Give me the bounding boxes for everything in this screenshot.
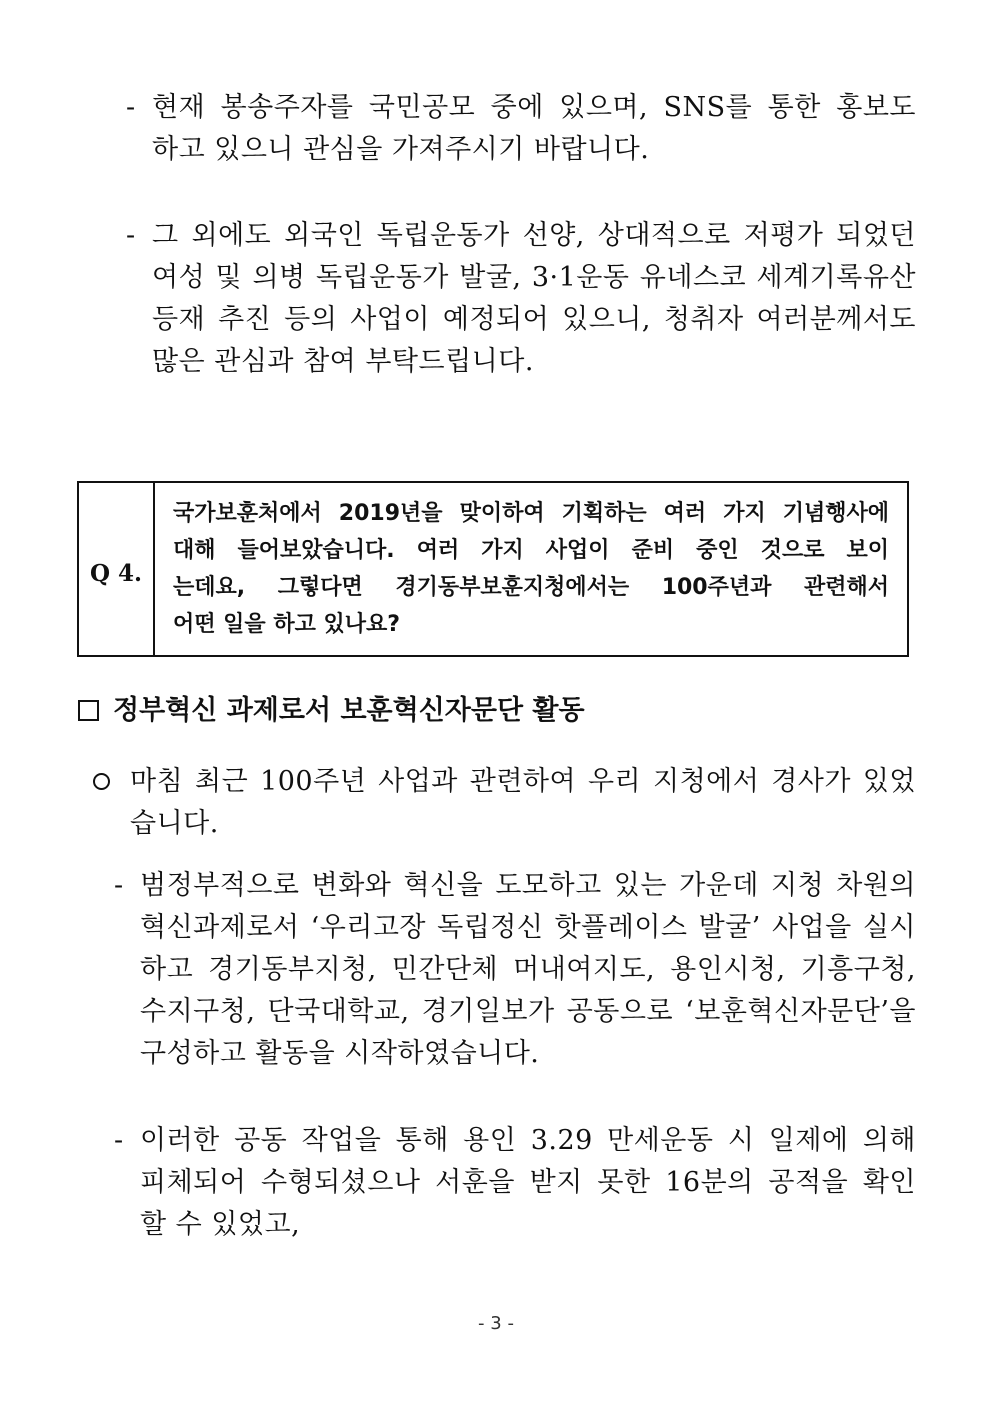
paragraph-torch-relay [152,87,916,171]
dash-marker: - [126,92,136,123]
text-line: 그 외에도 외국인 독립운동가 선양, 상대적으로 저평가 되었던 [152,220,916,251]
section-heading [78,690,585,732]
question-text [155,483,907,655]
text-line: 범정부적으로 변화와 혁신을 도모하고 있는 가운데 지청 차원의 [140,870,916,901]
text-line: 할 수 있었고, [140,1209,301,1240]
question-line: 어떤 일을 하고 있나요? [173,612,401,637]
text-line: 혁신과제로서 ‘우리고장 독립정신 핫플레이스 발굴’ 사업을 실시 [140,912,916,943]
question-line: 대해 들어보았습니다. 여러 가지 사업이 준비 중인 것으로 보이 [173,538,889,563]
text-line: 하고 경기동부지청, 민간단체 머내여지도, 용인시청, 기흥구청, [140,954,916,985]
section-title: 정부혁신 과제로서 보훈혁신자문단 활동 [113,695,585,726]
paragraph-merits-confirmed [140,1120,916,1246]
text-line: 습니다. [130,808,219,839]
text-line: 등재 추진 등의 사업이 예정되어 있으니, 청취자 여러분께서도 [152,304,916,335]
dash-marker: - [114,1125,124,1156]
text-line: 마침 최근 100주년 사업과 관련하여 우리 지청에서 경사가 있었 [130,766,916,797]
text-line: 피체되어 수형되셨으나 서훈을 받지 못한 16분의 공적을 확인 [140,1167,916,1198]
text-line: 구성하고 활동을 시작하였습니다. [140,1038,540,1069]
question-line: 국가보훈처에서 2019년을 맞이하여 기획하는 여러 가지 기념행사에 [173,501,889,526]
checkbox-square-icon [78,700,99,721]
text-line: 많은 관심과 참여 부탁드립니다. [152,346,534,377]
paragraph-innovation-advisory [140,865,916,1075]
question-box [77,481,909,657]
question-line: 는데요, 그렇다면 경기동부보훈지청에서는 100주년과 관련해서 [173,575,889,600]
text-line: 수지구청, 단국대학교, 경기일보가 공동으로 ‘보훈혁신자문단’을 [140,996,916,1027]
text-line: 하고 있으니 관심을 가져주시기 바랍니다. [152,134,650,165]
text-line: 여성 및 의병 독립운동가 발굴, 3·1운동 유네스코 세계기록유산 [152,262,916,293]
paragraph-recent-news [130,761,916,845]
question-label: Q 4. [79,483,155,655]
circle-bullet-icon [93,773,110,790]
page-number: - 3 - [478,1313,514,1334]
dash-marker: - [126,220,136,251]
text-line: 이러한 공동 작업을 통해 용인 3.29 만세운동 시 일제에 의해 [140,1125,916,1156]
text-line: 현재 봉송주자를 국민공모 중에 있으며, SNS를 통한 홍보도 [152,92,916,123]
paragraph-other-projects [152,215,916,383]
dash-marker: - [114,870,124,901]
